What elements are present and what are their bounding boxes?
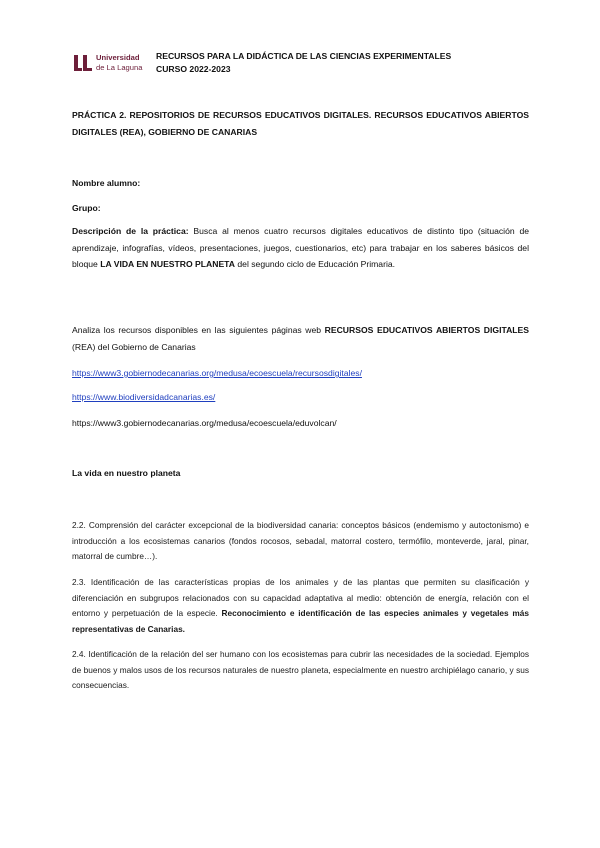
logo-subname: de La Laguna — [96, 63, 143, 72]
course-line: RECURSOS PARA LA DIDÁCTICA DE LAS CIENCIAS EXPERIMENTALES — [156, 51, 452, 61]
student-name-label: Nombre alumno: — [72, 178, 141, 188]
logo-name: Universidad — [96, 53, 140, 62]
year-line: CURSO 2022-2023 — [156, 63, 231, 74]
header-text — [156, 50, 451, 75]
item-2-3-text: 2.3. Identificación de las características propias de los animales y de las plantas que permiten su clasificación y diferenciación en subgrupos relacionados con su capacidad adaptativa al medio: obtención de energía, relación con el entorno y perpetuación de la especie. — [72, 577, 529, 618]
page-header — [72, 50, 542, 76]
ull-logo-icon — [72, 52, 94, 74]
link-biodiversidad-canarias[interactable]: https://www.biodiversidadcanarias.es/ — [72, 392, 216, 402]
practice-description — [72, 223, 529, 273]
analyze-paragraph — [72, 322, 529, 355]
link-recursos-digitales[interactable]: https://www3.gobiernodecanarias.org/medusa/ecoescuela/recursosdigitales/ — [72, 368, 362, 378]
item-2-3-bold: Reconocimiento e identificación de las especies animales y vegetales más representativas de Canarias. — [72, 608, 529, 634]
description-label: Descripción de la práctica: — [72, 226, 189, 236]
content-item-2-3 — [72, 575, 529, 637]
description-text-1: Busca al menos cuatro recursos digitales educativos de distinto tipo (situación de aprendizaje, infografías, vídeos, presentaciones, juegos, cuestionarios, etc) para trabajar en los saberes básicos del bloque — [72, 226, 529, 269]
description-block-name: LA VIDA EN NUESTRO PLANETA — [100, 259, 235, 269]
analyze-highlight: RECURSOS EDUCATIVOS ABIERTOS DIGITALES — [324, 325, 529, 335]
content-item-2-2: 2.2. Comprensión del carácter excepcional de la biodiversidad canaria: conceptos básicos (endemismo y autoctonismo) e introducción a los ecosistemas canarios (fondos rocosos, sebadal, matorral costero, termófilo, monteverde, jaral, pinar, matorral de cumbre…). — [72, 520, 529, 561]
practice-title: PRÁCTICA 2. REPOSITORIOS DE RECURSOS EDUCATIVOS DIGITALES. RECURSOS EDUCATIVOS ABIERTOS DIGITALES (REA), GOBIERNO DE CANARIAS — [72, 110, 529, 137]
section-title: La vida en nuestro planeta — [72, 468, 181, 478]
content-item-2-4: 2.4. Identificación de la relación del ser humano con los ecosistemas para cubrir las necesidades de la sociedad. Ejemplos de buenos y malos usos de los recursos naturales de nuestro planeta, especialmente en nuestro archipiélago canario, y sus consecuencias. — [72, 649, 529, 690]
analyze-text-1: Analiza los recursos disponibles en las siguientes páginas web — [72, 325, 325, 335]
group-label: Grupo: — [72, 203, 101, 213]
description-text-2: del segundo ciclo de Educación Primaria. — [235, 259, 396, 269]
link-eduvolcan: https://www3.gobiernodecanarias.org/medusa/ecoescuela/eduvolcan/ — [72, 418, 337, 428]
university-logo — [72, 52, 152, 76]
analyze-text-2: (REA) del Gobierno de Canarias — [72, 341, 196, 352]
